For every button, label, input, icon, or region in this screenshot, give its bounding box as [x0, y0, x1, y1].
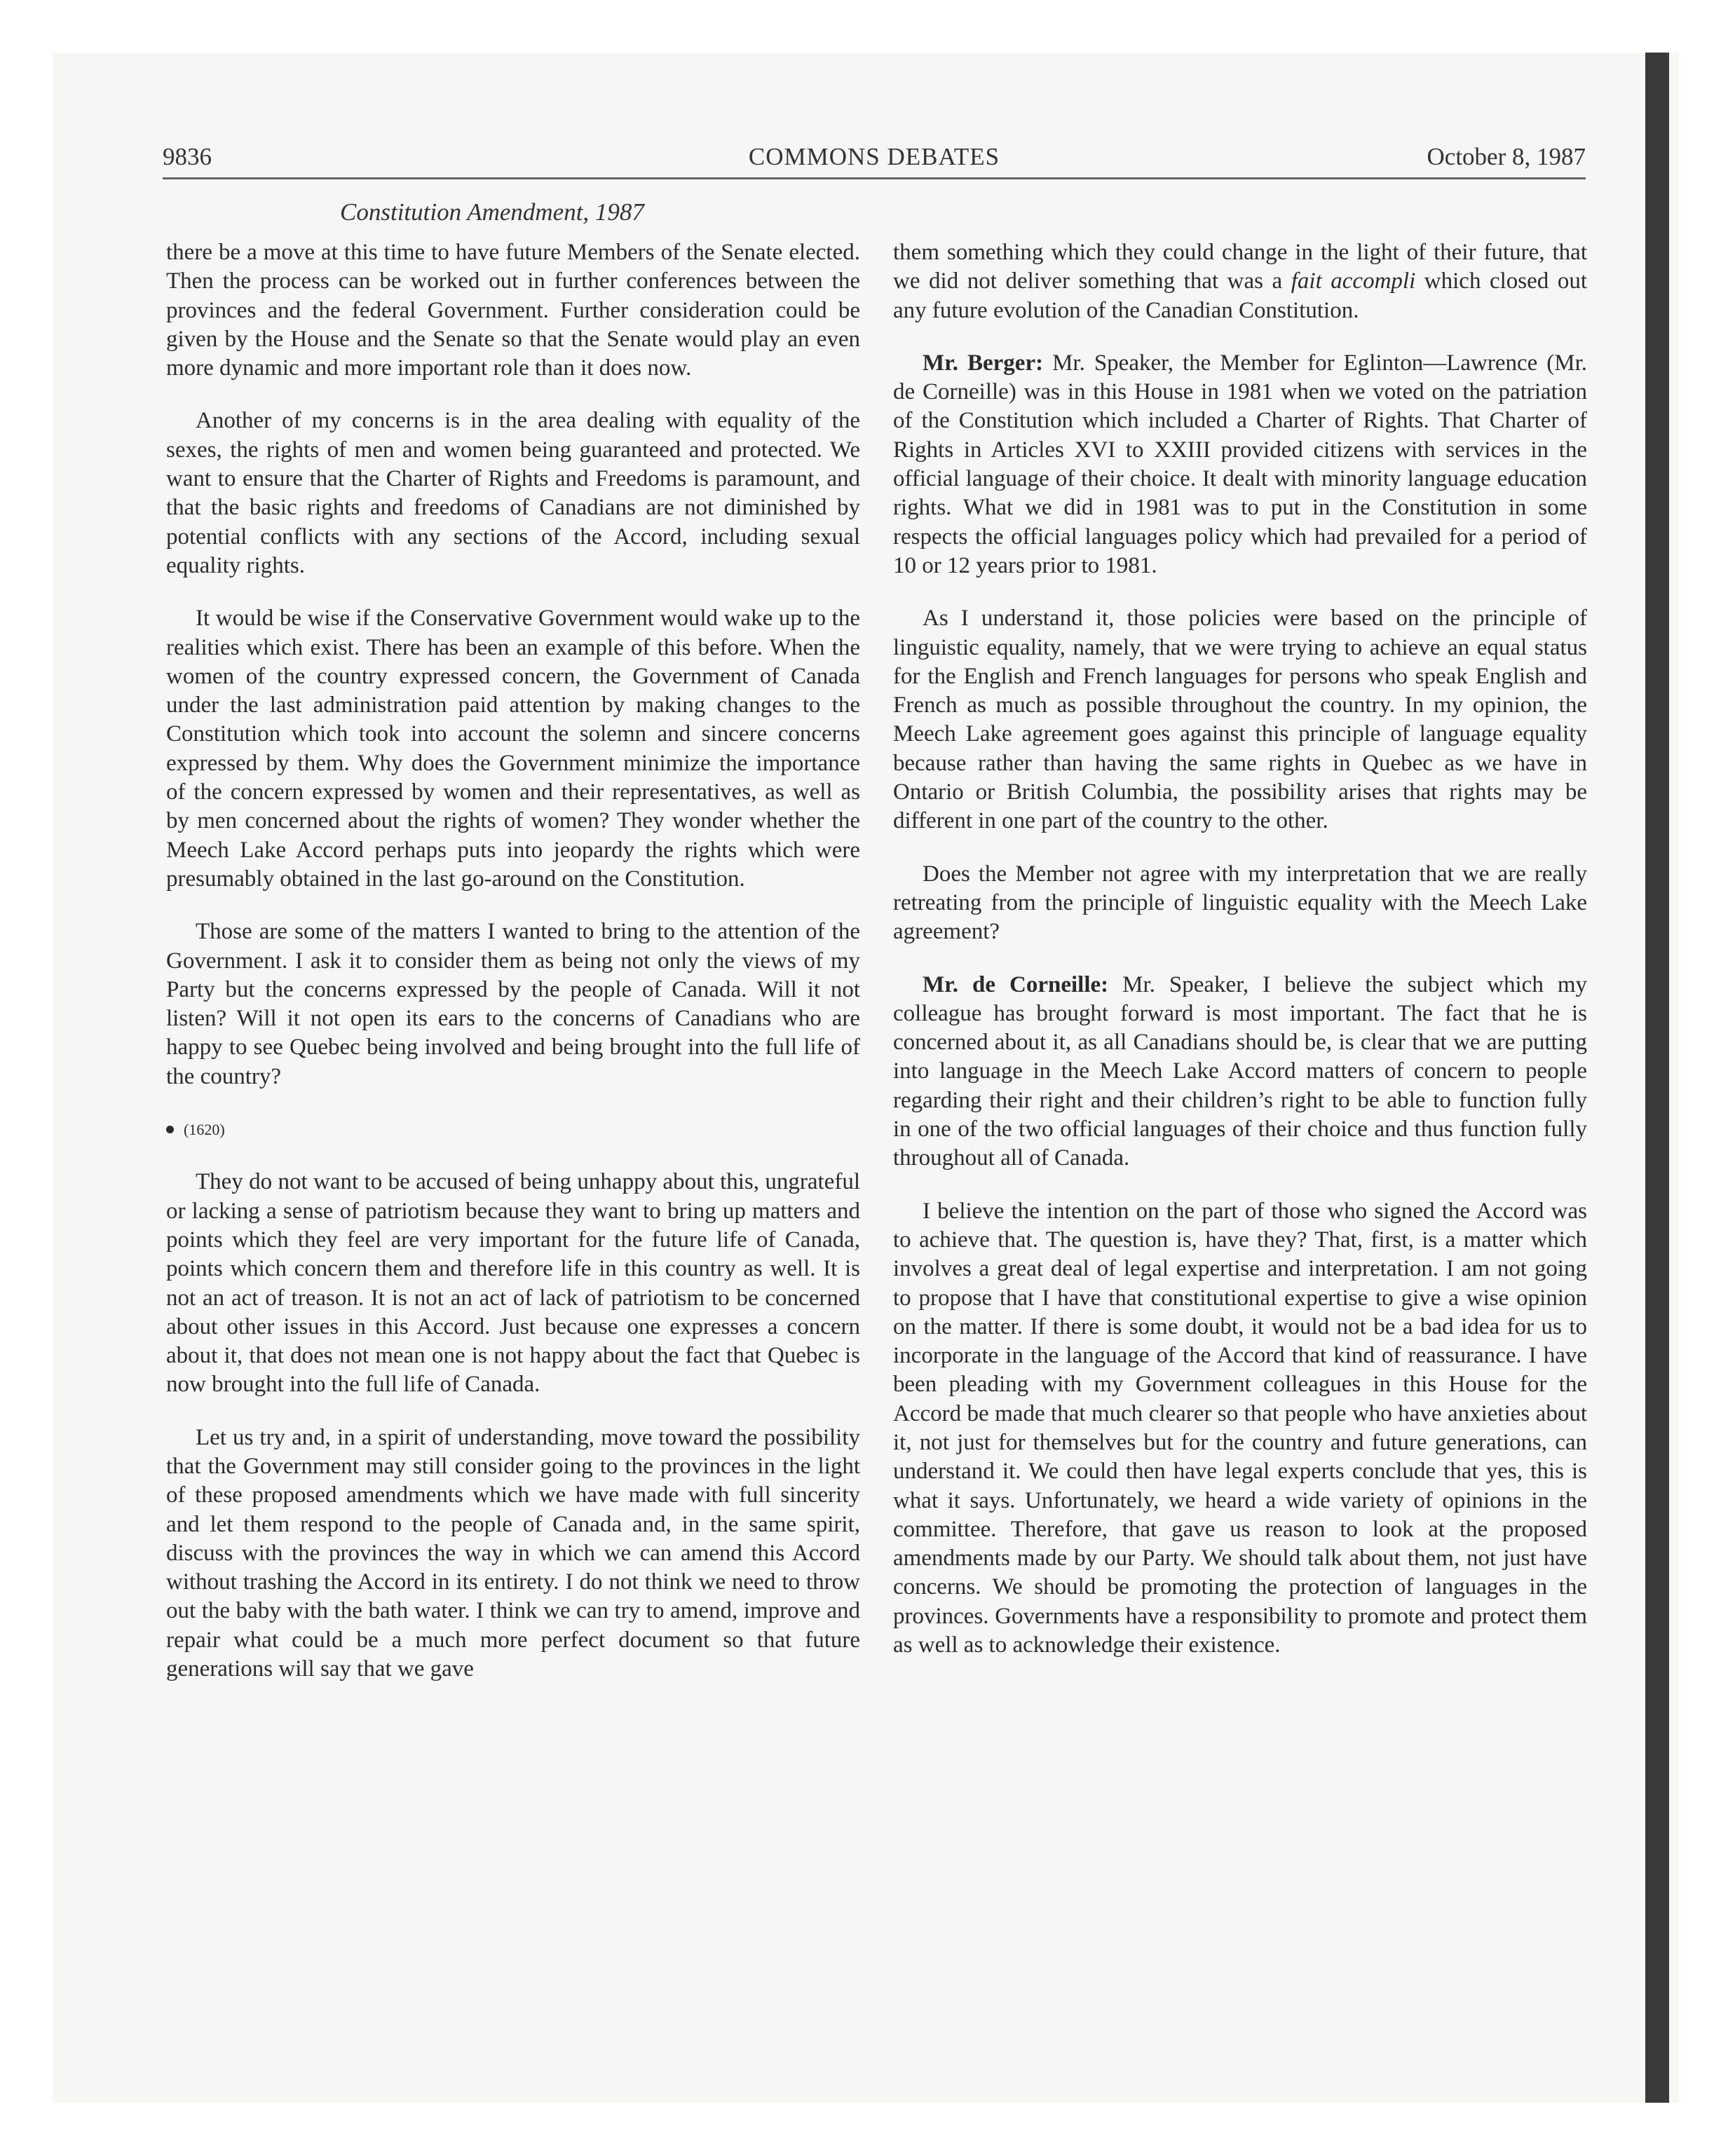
speaker-paragraph: [893, 971, 1587, 1173]
scan-border-edge: [1645, 53, 1669, 2103]
speaker-name: Mr. de Corneille:: [923, 971, 1109, 997]
paragraph: there be a move at this time to have future Members of the Senate elected. Then the process can be worked out in further conferences between the provinces and the federal Government. Further consideration could be given by the House and the Senate so that the Senate would play an even more dynamic and more important role than it does now.: [166, 240, 860, 381]
page-number: 9836: [163, 143, 212, 170]
paragraph: I believe the intention on the part of those who signed the Accord was to achieve that. The question is, have they? That, first, is a matter which involves a great deal of legal expertise and interpretation. I am not going to propose that I have that constitutional expertise to give a wise opinion on the matter. If there is some doubt, it would not be a bad idea for us to incorporate in the language of the Accord that kind of reassurance. I have been pleading with my Government colleagues in this House for the Accord be made that much clearer so that people who have anxieties about it, not just for themselves but for the country and future generations, can understand it. We could then have legal experts conclude that yes, this is what it says. Unfortunately, we heard a wide variety of opinions in the committee. Therefore, that gave us reason to look at the proposed amendments made by our Party. We should talk about them, not just have concerns. We should be promoting the protection of languages in the provinces. Governments have a responsibility to promote and protect them as well as to acknowledge their existence.: [893, 1198, 1587, 1658]
publication-title: COMMONS DEBATES: [748, 143, 1000, 170]
paragraph: Another of my concerns is in the area dealing with equality of the sexes, the rights of men and women being guaranteed and protected. We want to ensure that the Charter of Rights and Freedoms is paramount, and that the basic rights and freedoms of Canadians are not diminished by potential conflicts with any sections of the Accord, including sexual equality rights.: [166, 408, 860, 578]
speaker-paragraph: [893, 349, 1587, 580]
left-column: [166, 238, 860, 1707]
running-title: Constitution Amendment, 1987: [340, 198, 644, 226]
header-rule: [163, 177, 1586, 179]
timestamp-text: (1620): [184, 1121, 225, 1139]
paragraph: Let us try and, in a spirit of understanding, move toward the possibility that the Government may still consider going to the provinces in the light of these proposed amendments which we have made with full sincerity and let them respond to the people of Canada and, in the same spirit, discuss with the provinces the way in which we can amend this Accord without trashing the Accord in its entirety. I do not think we need to throw out the baby with the bath water. I think we can try to amend, improve and repair what could be a much more perfect document so that future generations will say that we gave: [166, 1424, 860, 1682]
issue-date: October 8, 1987: [1427, 143, 1586, 170]
paragraph: Those are some of the matters I wanted to bring to the attention of the Government. I ask it to consider them as being not only the views of my Party but the concerns expressed by the people of Canada. Will it not listen? Will it not open its ears to the concerns of Canadians who are happy to see Quebec being involved and being brought into the full life of the country?: [166, 919, 860, 1089]
speaker-name: Mr. Berger:: [923, 350, 1044, 376]
paragraph: Does the Member not agree with my interpretation that we are really retreating from the principle of linguistic equality with the Meech Lake agreement?: [893, 861, 1587, 945]
paragraph: It would be wise if the Conservative Government would wake up to the realities which exist. There has been an example of this before. When the women of the country expressed concern, the Government of Canada under the last administration paid attention by making changes to the Constitution which took into account the solemn and sincere concerns expressed by them. Why does the Government minimize the importance of the concern expressed by women and their representatives, as well as by men concerned about the rights of women? They wonder whether the Meech Lake Accord perhaps puts into jeopardy the rights which were presumably obtained in the last go-around on the Constitution.: [166, 606, 860, 892]
paragraph: As I understand it, those policies were based on the principle of linguistic equality, namely, that we were trying to achieve an equal status for the English and French languages for persons who speak English and French as much as possible throughout the country. In my opinion, the Meech Lake agreement goes against this principle of language equality because rather than having the same rights in Quebec as we have in Ontario or British Columbia, the possibility arises that rights may be different in one part of the country to the other.: [893, 606, 1587, 834]
timestamp-marker: [166, 1115, 860, 1144]
right-column: [893, 238, 1587, 1684]
text-run: them something which they could change in the light of their future, that we did not deliver something that was a: [893, 240, 1587, 294]
speech-text: Mr. Speaker, the Member for Eglinton—Lawrence (Mr. de Corneille) was in this House in 1981 when we voted on the patriation of the Constitution which included a Charter of Rights. That Charter of Rights in Articles XVI to XXIII provided citizens with services in the official language of their choice. It dealt with minority language education rights. What we did in 1981 was to put in the Constitution in some respects the official languages policy which had prevailed for a period of 10 or 12 years prior to 1981.: [893, 350, 1587, 578]
text-run: which closed out any future evolution of the Canadian Constitution.: [893, 268, 1587, 323]
bullet-dot-icon: [166, 1126, 174, 1133]
paragraph: They do not want to be accused of being unhappy about this, ungrateful or lacking a sense of patriotism because they want to bring up matters and points which they feel are very important for the future life of Canada, points which concern them and therefore life in this country as well. It is not an act of treason. It is not an act of lack of patriotism to be concerned about other issues in this Accord. Just because one expresses a concern about it, that does not mean one is not happy about the fact that Quebec is now brought into the full life of Canada.: [166, 1169, 860, 1398]
paragraph: [893, 238, 1587, 325]
italic-phrase: fait accompli: [1291, 268, 1416, 294]
page-header: [163, 143, 1586, 179]
speech-text: Mr. Speaker, I believe the subject which my colleague has brought forward is most important. The fact that he is concerned about it, as all Canadians should be, is clear that we are putting into language in the Meech Lake Accord matters of concern to people regarding their right and their children’s right to be able to function fully in one of the two official languages of their choice and thus function fully throughout all of Canada.: [893, 971, 1587, 1171]
